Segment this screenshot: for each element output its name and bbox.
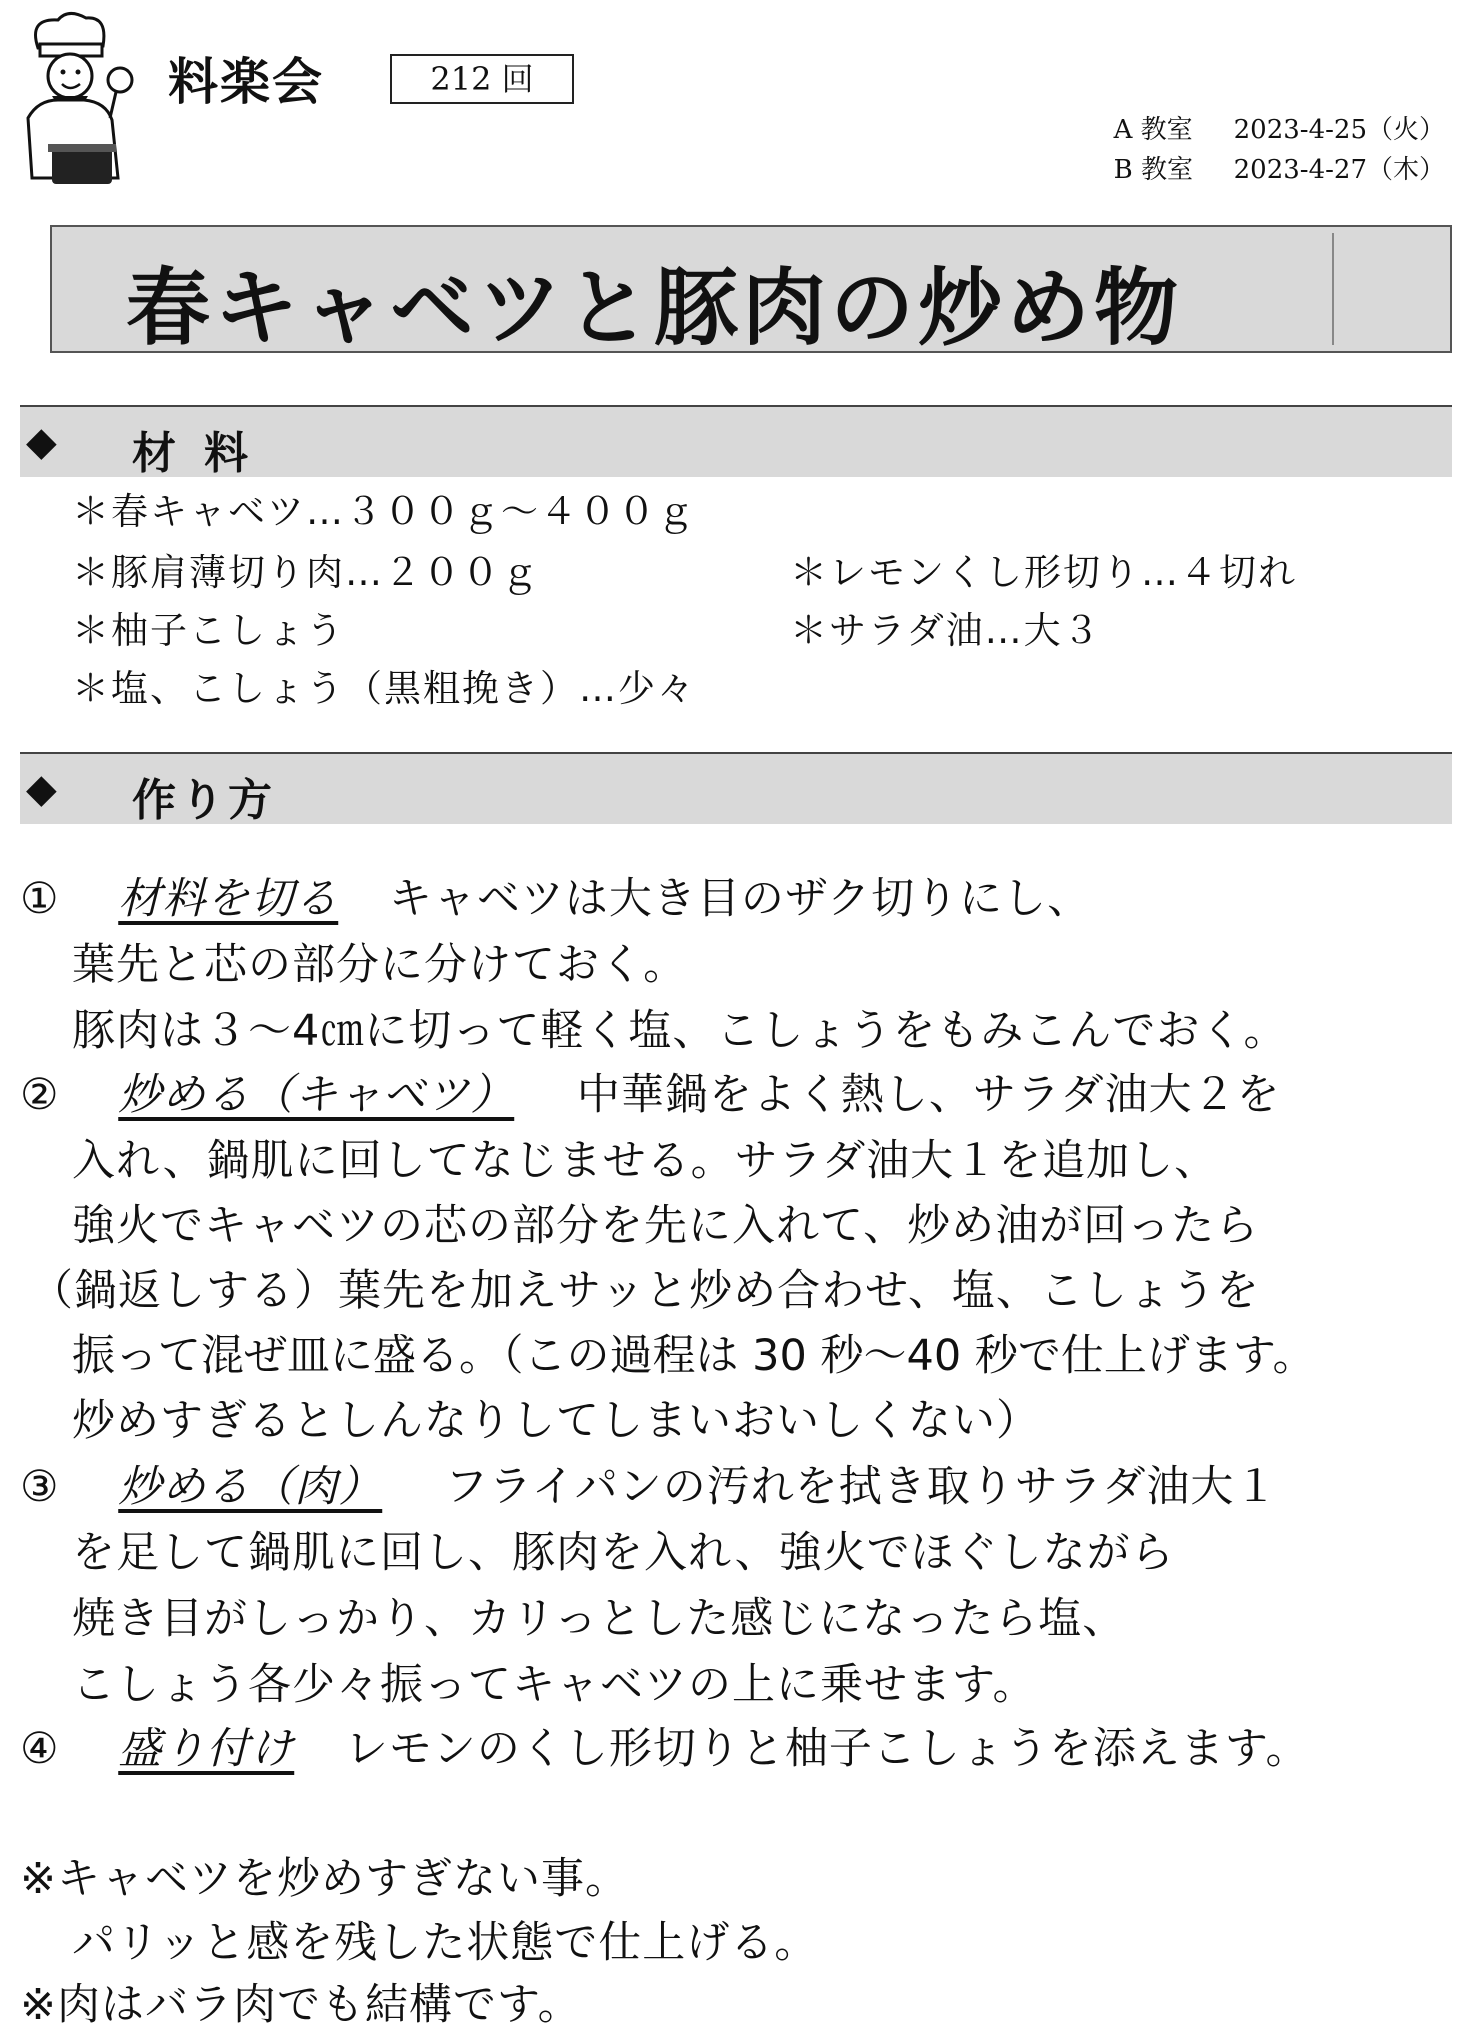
step-number: ② xyxy=(20,1070,60,1120)
class-a-label: A 教室 xyxy=(1113,115,1193,145)
method-heading-bar xyxy=(20,752,1452,824)
step-2-first-line xyxy=(20,1070,1281,1120)
step-line: キャベツは大き目のザク切りにし、 xyxy=(388,874,1092,924)
step-line: フライパンの汚れを拭き取りサラダ油大１ xyxy=(444,1462,1279,1512)
step-line: こしょう各少々振ってキャベツの上に乗せます。 xyxy=(72,1660,1037,1710)
step-line: レモンのくし形切りと柚子こしょうを添えます。 xyxy=(344,1724,1310,1774)
class-dates xyxy=(1114,110,1445,190)
step-line: 入れ、鍋肌に回してなじませる。サラダ油大１を追加し、 xyxy=(72,1136,1219,1186)
step-line: 焼き目がしっかり、カリっとした感じになったら塩、 xyxy=(72,1594,1127,1644)
title-box xyxy=(50,225,1452,357)
step-line: 強火でキャベツの芯の部分を先に入れて、炒め油が回ったら xyxy=(72,1201,1260,1251)
club-name: 料楽会 xyxy=(168,53,324,111)
ingredient-item: ＊塩、こしょう（黒粗挽き）…少々 xyxy=(72,667,696,710)
class-b-date: 2023-4-27（木） xyxy=(1233,155,1445,185)
step-heading: 炒める（肉） xyxy=(118,1462,383,1512)
step-line: 豚肉は３〜4㎝に切って軽く塩、こしょうをもみこんでおく。 xyxy=(72,1006,1288,1056)
note-line: パリッと感を残した状態で仕上げる。 xyxy=(72,1918,819,1968)
step-line: 葉先と芯の部分に分けておく。 xyxy=(72,940,688,990)
ingredients-heading: 材料 xyxy=(132,428,276,479)
ingredients-heading-bar xyxy=(20,405,1452,477)
ingredient-item: ＊春キャベツ…３００ｇ〜４００ｇ xyxy=(72,490,696,533)
step-number: ③ xyxy=(20,1462,60,1512)
diamond-icon: ◆ xyxy=(26,766,57,812)
note-line: ※肉はバラ肉でも結構です。 xyxy=(20,1980,582,2030)
note-line: ※キャベツを炒めすぎない事。 xyxy=(20,1854,630,1904)
step-line: を足して鍋肌に回し、豚肉を入れ、強火でほぐしながら xyxy=(72,1528,1175,1578)
step-heading: 材料を切る xyxy=(118,874,339,924)
step-number: ① xyxy=(20,874,60,924)
title-divider xyxy=(1332,233,1334,345)
diamond-icon: ◆ xyxy=(26,419,57,465)
step-line: （鍋返しする）葉先を加えサッと炒め合わせ、塩、こしょうを xyxy=(30,1266,1260,1316)
step-heading: 炒める（キャベツ） xyxy=(118,1070,515,1120)
class-a-date: 2023-4-25（火） xyxy=(1233,115,1445,145)
ingredient-item: ＊豚肩薄切り肉…２００ｇ xyxy=(72,551,540,594)
step-3-first-line xyxy=(20,1462,1279,1512)
recipe-title: 春キャベツと豚肉の炒め物 xyxy=(126,259,1183,357)
step-heading: 盛り付け xyxy=(118,1724,295,1774)
class-b-label: B 教室 xyxy=(1113,155,1193,185)
step-4-first-line xyxy=(20,1724,1310,1774)
step-line: 中華鍋をよく熱し、サラダ油大２を xyxy=(576,1070,1281,1120)
method-heading: 作り方 xyxy=(132,775,276,826)
issue-number: 212 回 xyxy=(390,54,574,104)
step-1-first-line xyxy=(20,874,1092,924)
chef-illustration xyxy=(8,8,138,188)
ingredient-item: ＊レモンくし形切り…４切れ xyxy=(790,551,1297,594)
step-number: ④ xyxy=(20,1724,60,1774)
step-line: 炒めすぎるとしんなりしてしまいおいしくない） xyxy=(72,1396,1040,1446)
class-a-row xyxy=(1114,110,1445,150)
step-line: 振って混ぜ皿に盛る。（この過程は 30 秒〜40 秒で仕上げます。 xyxy=(72,1331,1316,1381)
ingredient-item: ＊サラダ油…大３ xyxy=(790,609,1102,652)
class-b-row xyxy=(1114,150,1445,190)
ingredient-item: ＊柚子こしょう xyxy=(72,609,345,652)
